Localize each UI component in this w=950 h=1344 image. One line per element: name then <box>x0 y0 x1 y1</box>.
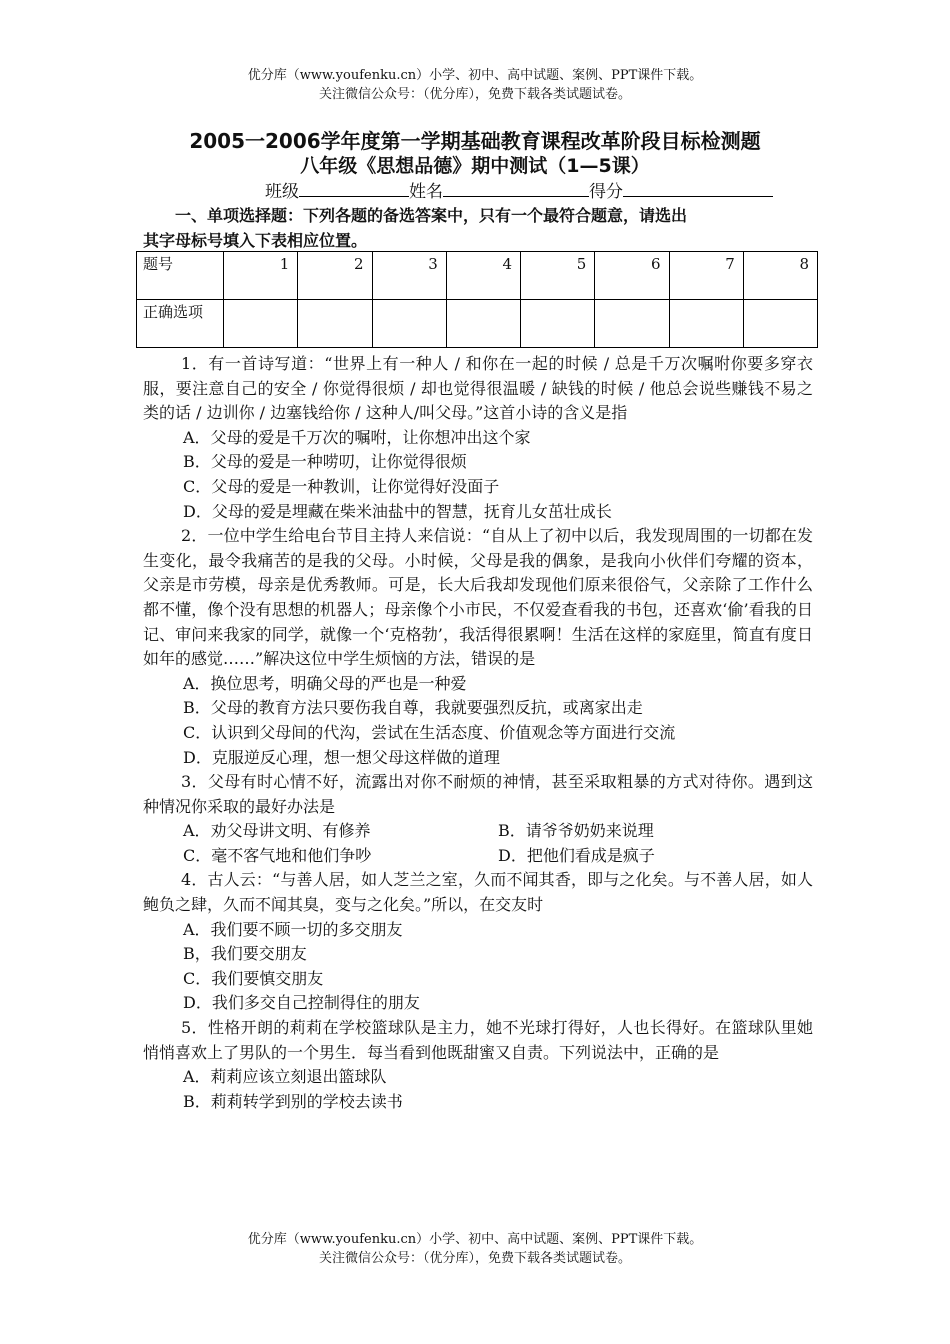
name-blank[interactable] <box>443 178 589 197</box>
option: A．换位思考，明确父母的严也是一种爱 <box>183 673 467 693</box>
answer-cell[interactable] <box>595 300 669 348</box>
page-footer <box>0 1230 950 1268</box>
section-1-line-2: 其字母标号填入下表相应位置。 <box>143 231 368 250</box>
option: D．父母的爱是埋藏在柴米油盐中的智慧，抚育儿女茁壮成长 <box>183 501 612 521</box>
section-1-instructions <box>143 203 813 253</box>
option: C．毫不客气地和他们争吵 <box>183 845 372 865</box>
question-stem: 2．一位中学生给电台节目主持人来信说：“自从上了初中以后，我发现周围的一切都在发生变化，最令我痛苦的是我的父母。小时候，父母是我的偶象，是我向小伙伴们夸耀的资本，父亲是市劳模，母亲是优秀教师。可是，长大后我却发现他们原来很俗气，父亲除了工作什么都不懂，像个没有思想的机器人；母亲像个小市民，不仅爱查看我的书包，还喜欢‘偷’看我的日记、审问来我家的同学，就像一个‘克格勃’，我活得很累啊！生活在这样的家庭里，简直有度日如年的感觉……”解决这位中学生烦恼的方法，错误的是 <box>143 526 813 669</box>
answer-cell[interactable] <box>298 300 372 348</box>
score-blank[interactable] <box>623 178 773 197</box>
questions <box>143 352 813 1114</box>
answer-cell[interactable] <box>669 300 743 348</box>
footer-line-1: 优分库（www.youfenku.cn）小学、初中、高中试题、案例、PPT课件下载。 <box>247 1232 703 1247</box>
student-info-line <box>265 178 773 204</box>
answer-cell[interactable] <box>743 300 817 348</box>
option: A．父母的爱是千万次的嘱咐，让你想冲出这个家 <box>183 427 531 447</box>
question-stem: 5．性格开朗的莉莉在学校篮球队是主力，她不光球打得好，人也长得好。在篮球队里她悄悄喜欢上了男队的一个男生．每当看到他既甜蜜又自责。下列说法中，正确的是 <box>143 1018 813 1062</box>
answer-cell[interactable] <box>446 300 520 348</box>
section-1-line-1: 一、单项选择题：下列各题的备选答案中，只有一个最符合题意，请选出 <box>175 206 688 225</box>
option: A．劝父母讲文明、有修养 <box>183 821 371 841</box>
footer-line-2: 关注微信公众号：（优分库），免费下载各类试题试卷。 <box>318 1251 631 1266</box>
answer-row-label: 正确选项 <box>137 300 224 348</box>
answer-table <box>136 251 818 348</box>
question-number: 4 <box>446 252 520 300</box>
question-stem: 1．有一首诗写道：“世界上有一种人 / 和你在一起的时候 / 总是千万次嘱咐你要多穿衣服，要注意自己的安全 / 你觉得很烦 / 却也觉得很温暖 / 缺钱的时候 / 他总会说些赚钱不易之类的话 / 边训你 / 边塞钱给你 / 这种人/叫父母。”这首小诗的含义是指 <box>143 354 813 423</box>
exam-title: 2005一2006学年度第一学期基础教育课程改革阶段目标检测题 <box>189 129 761 153</box>
option: C．我们要慎交朋友 <box>183 968 324 988</box>
question-number: 7 <box>669 252 743 300</box>
score-label: 得分 <box>589 182 623 202</box>
question-stem: 4．古人云：“与善人居，如人芝兰之室，久而不闻其香，即与之化矣。与不善人居，如人鲍负之肆，久而不闻其臭，变与之化矣。”所以，在交友时 <box>143 870 813 915</box>
answer-table-answer-row <box>137 300 818 348</box>
question-number: 5 <box>521 252 595 300</box>
question-number: 3 <box>372 252 446 300</box>
option-pair <box>143 844 813 869</box>
question-number: 8 <box>743 252 817 300</box>
class-blank[interactable] <box>299 178 409 197</box>
class-label: 班级 <box>265 182 299 202</box>
option: D．我们多交自己控制得住的朋友 <box>183 993 420 1013</box>
option: C．认识到父母间的代沟，尝试在生活态度、价值观念等方面进行交流 <box>183 722 676 742</box>
header-line-1: 优分库（www.youfenku.cn）小学、初中、高中试题、案例、PPT课件下载。 <box>247 68 703 83</box>
question-number: 2 <box>298 252 372 300</box>
name-label: 姓名 <box>409 182 443 202</box>
option: B．请爷爷奶奶来说理 <box>498 821 654 841</box>
option: D．把他们看成是疯子 <box>498 845 655 865</box>
question-number: 6 <box>595 252 669 300</box>
question-number: 1 <box>224 252 298 300</box>
question-stem: 3．父母有时心情不好，流露出对你不耐烦的神情，甚至采取粗暴的方式对待你。遇到这种情况你采取的最好办法是 <box>143 772 813 816</box>
answer-table-number-row <box>137 252 818 300</box>
number-row-label: 题号 <box>137 252 224 300</box>
option: A．莉莉应该立刻退出篮球队 <box>183 1067 387 1087</box>
page-header <box>0 66 950 104</box>
option: B，我们要交朋友 <box>183 944 307 964</box>
answer-cell[interactable] <box>372 300 446 348</box>
option: D．克服逆反心理，想一想父母这样做的道理 <box>183 747 500 767</box>
option-pair <box>143 819 813 844</box>
exam-subtitle: 八年级《思想品德》期中测试（1—5课） <box>300 155 650 177</box>
header-line-2: 关注微信公众号：（优分库），免费下载各类试题试卷。 <box>318 87 631 102</box>
option: B．莉莉转学到别的学校去读书 <box>183 1091 403 1111</box>
answer-cell[interactable] <box>224 300 298 348</box>
option: A．我们要不顾一切的多交朋友 <box>183 919 403 939</box>
option: B．父母的爱是一种唠叨，让你觉得很烦 <box>183 452 467 472</box>
option: B．父母的教育方法只要伤我自尊，我就要强烈反抗，或离家出走 <box>183 698 643 718</box>
answer-cell[interactable] <box>521 300 595 348</box>
option: C．父母的爱是一种教训，让你觉得好没面子 <box>183 476 500 496</box>
